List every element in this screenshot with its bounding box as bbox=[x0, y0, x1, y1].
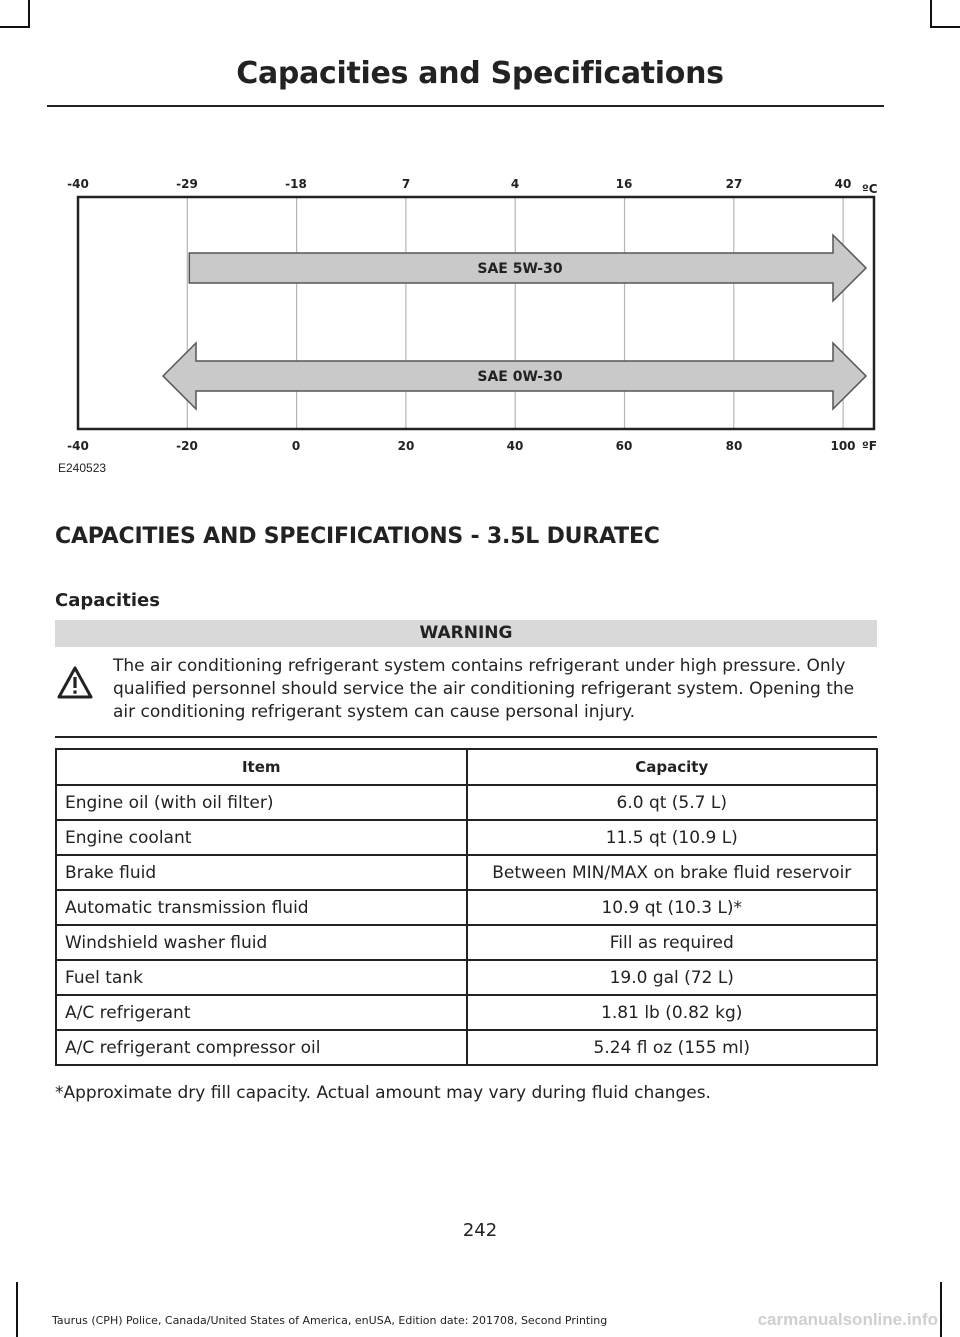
celsius-tick: 40 bbox=[834, 177, 852, 191]
celsius-tick: 7 bbox=[401, 177, 411, 191]
watermark: carmanualsonline.info bbox=[757, 1310, 938, 1329]
capacity-cell: 5.24 fl oz (155 ml) bbox=[467, 1030, 878, 1065]
capacity-cell: Fill as required bbox=[467, 925, 878, 960]
celsius-tick: -18 bbox=[285, 177, 307, 191]
page-number: 242 bbox=[462, 1220, 498, 1241]
item-cell: Windshield washer fluid bbox=[56, 925, 467, 960]
crop-mark bbox=[930, 26, 960, 28]
warning-title: WARNING bbox=[55, 620, 877, 647]
celsius-tick: 27 bbox=[725, 177, 743, 191]
fahrenheit-tick: -40 bbox=[67, 439, 89, 453]
celsius-tick: -29 bbox=[176, 177, 198, 191]
item-cell: A/C refrigerant compressor oil bbox=[56, 1030, 467, 1065]
fahrenheit-tick: 20 bbox=[397, 439, 415, 453]
oil-viscosity-chart bbox=[58, 168, 888, 478]
edition-line: Taurus (CPH) Police, Canada/United States of America, enUSA, Edition date: 201708, Second Printing bbox=[52, 1314, 608, 1327]
capacity-cell: Between MIN/MAX on brake fluid reservoir bbox=[467, 855, 878, 890]
capacities-subheading: Capacities bbox=[55, 590, 160, 611]
celsius-axis bbox=[67, 177, 878, 196]
item-cell: Engine coolant bbox=[56, 820, 467, 855]
crop-mark bbox=[28, 0, 30, 28]
capacity-cell: 10.9 qt (10.3 L)* bbox=[467, 890, 878, 925]
crop-mark bbox=[940, 1282, 942, 1337]
fahrenheit-tick: 100 bbox=[830, 439, 856, 453]
table-row bbox=[56, 995, 877, 1030]
crop-mark bbox=[16, 1282, 18, 1337]
capacities-table bbox=[55, 748, 878, 1066]
celsius-tick: 4 bbox=[510, 177, 520, 191]
item-cell: Brake fluid bbox=[56, 855, 467, 890]
celsius-tick: 16 bbox=[615, 177, 633, 191]
crop-mark bbox=[930, 0, 932, 28]
chart-grid bbox=[187, 198, 843, 428]
chart-frame bbox=[78, 197, 874, 429]
crop-mark bbox=[0, 26, 30, 28]
fahrenheit-tick: 0 bbox=[291, 439, 301, 453]
table-row bbox=[56, 960, 877, 995]
fahrenheit-axis bbox=[67, 439, 877, 453]
fahrenheit-tick: 40 bbox=[506, 439, 524, 453]
warning-triangle-icon bbox=[57, 666, 93, 700]
item-cell: Automatic transmission fluid bbox=[56, 890, 467, 925]
column-header-capacity: Capacity bbox=[467, 749, 878, 785]
capacity-cell: 6.0 qt (5.7 L) bbox=[467, 785, 878, 820]
table-row bbox=[56, 925, 877, 960]
table-row bbox=[56, 855, 877, 890]
page-title: Capacities and Specifications bbox=[236, 56, 724, 91]
fahrenheit-tick: 60 bbox=[615, 439, 633, 453]
celsius-tick: -40 bbox=[67, 177, 89, 191]
table-header-row bbox=[56, 749, 877, 785]
table-row bbox=[56, 785, 877, 820]
capacity-cell: 19.0 gal (72 L) bbox=[467, 960, 878, 995]
table-row bbox=[56, 820, 877, 855]
warning-text: The air conditioning refrigerant system contains refrigerant under high pressure. Only qualified personnel should service the air conditioning refrigerant system. Opening the air conditioning refrigerant system can cause personal injury. bbox=[113, 656, 855, 722]
column-header-item: Item bbox=[56, 749, 467, 785]
viscosity-label: SAE 5W-30 bbox=[477, 261, 563, 277]
table-row bbox=[56, 890, 877, 925]
celsius-unit: ºC bbox=[862, 182, 878, 196]
footnote: *Approximate dry fill capacity. Actual amount may vary during fluid changes. bbox=[55, 1083, 711, 1103]
capacity-cell: 11.5 qt (10.9 L) bbox=[467, 820, 878, 855]
table-row bbox=[56, 1030, 877, 1065]
item-cell: A/C refrigerant bbox=[56, 995, 467, 1030]
capacity-cell: 1.81 lb (0.82 kg) bbox=[467, 995, 878, 1030]
fahrenheit-tick: 80 bbox=[725, 439, 743, 453]
figure-id: E240523 bbox=[58, 461, 107, 475]
item-cell: Engine oil (with oil filter) bbox=[56, 785, 467, 820]
fahrenheit-unit: ºF bbox=[862, 439, 877, 453]
title-rule bbox=[47, 105, 884, 107]
section-heading: CAPACITIES AND SPECIFICATIONS - 3.5L DURATEC bbox=[55, 524, 660, 549]
warning-box bbox=[55, 620, 877, 738]
viscosity-arrows bbox=[163, 235, 866, 409]
fahrenheit-tick: -20 bbox=[176, 439, 198, 453]
warning-body bbox=[55, 647, 877, 738]
viscosity-label: SAE 0W-30 bbox=[477, 369, 563, 385]
item-cell: Fuel tank bbox=[56, 960, 467, 995]
